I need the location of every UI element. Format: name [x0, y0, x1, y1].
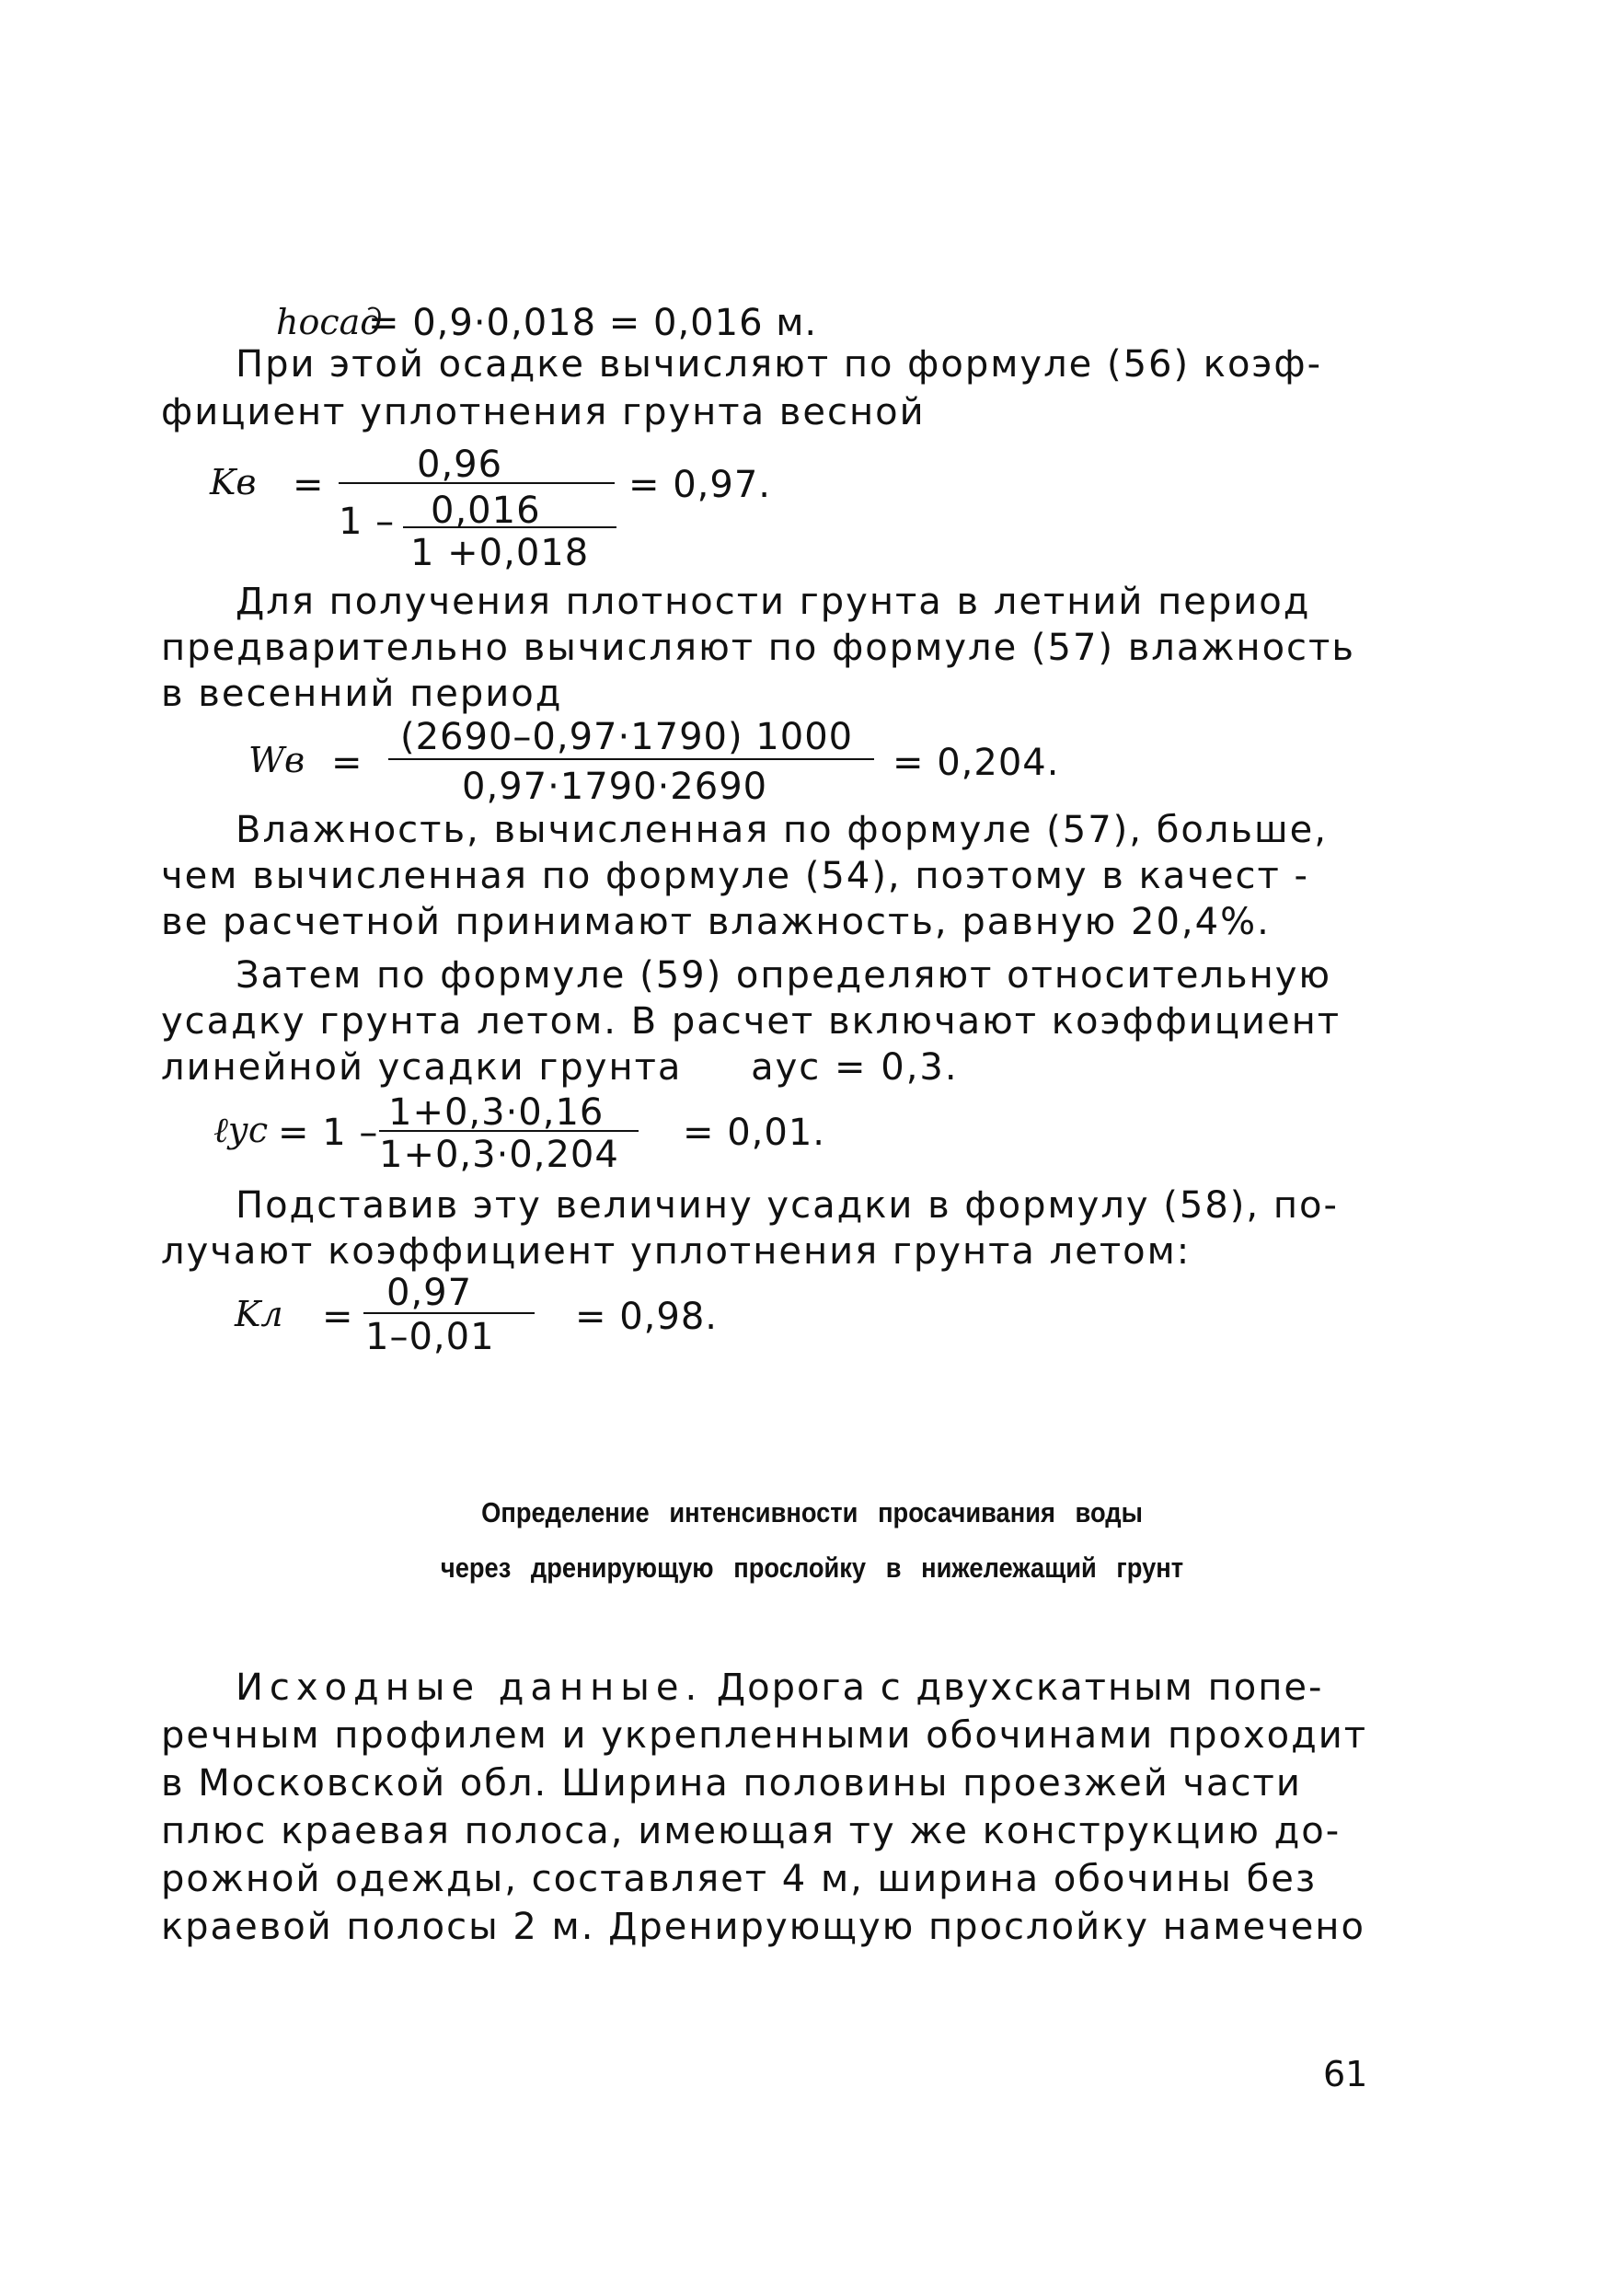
text-line: предварительно вычисляют по формуле (57) влажность	[161, 627, 1355, 669]
page-number: 61	[1323, 2054, 1368, 2094]
section-heading: через дренирующую прослойку в нижележащий грунт	[440, 1551, 1184, 1584]
text-line: в весенний период	[161, 673, 563, 715]
text-line	[236, 1666, 1323, 1710]
formula-prefix: = 1 –	[278, 1112, 379, 1154]
text-line: фициент уплотнения грунта весной	[161, 391, 926, 433]
inner-numerator: 0,016	[431, 490, 541, 532]
text-line: усадку грунта летом. В расчет включают коэффициент	[161, 1000, 1342, 1043]
formula-lhs: Kв	[210, 462, 257, 502]
text-line: При этой осадке вычисляют по формуле (56) коэф-	[236, 343, 1323, 386]
fraction-bar	[363, 1312, 535, 1314]
formula-result: = 0,98.	[575, 1296, 719, 1338]
formula-result: = 0,97.	[628, 464, 772, 506]
equals-sign: =	[322, 1296, 354, 1338]
lead-in-spaced: Исходные данные.	[236, 1666, 704, 1709]
text-line: плюс краевая полоса, имеющая ту же конструкцию до-	[161, 1810, 1342, 1852]
text-line-part: линейной усадки грунта	[161, 1046, 683, 1089]
text-line-part: Дорога с двухскатным попе-	[716, 1666, 1324, 1709]
fraction-bar	[388, 758, 874, 760]
fraction-numerator: (2690–0,97·1790) 1000	[400, 716, 854, 758]
fraction-numerator: 1+0,3·0,16	[388, 1091, 605, 1134]
fraction-denominator: 1+0,3·0,204	[379, 1134, 619, 1176]
text-line: речным профилем и укрепленными обочинами проходит	[161, 1714, 1368, 1757]
equals-sign: =	[331, 742, 363, 784]
text-line: лучают коэффициент уплотнения грунта летом:	[161, 1230, 1192, 1273]
text-line-part: aус = 0,3.	[751, 1046, 959, 1089]
fraction-denominator: 1–0,01	[365, 1316, 495, 1358]
inner-denominator: 1 +0,018	[410, 532, 590, 574]
equals-sign: =	[293, 464, 325, 506]
formula-lhs: Kл	[235, 1294, 283, 1334]
text-line: Подставив эту величину усадки в формулу (58), по-	[236, 1184, 1339, 1227]
formula-lhs: ℓус	[213, 1110, 269, 1150]
text-line: ве расчетной принимают влажность, равную 20,4%.	[161, 901, 1271, 943]
fraction-bar	[339, 482, 615, 484]
text-line: краевой полосы 2 м. Дренирующую прослойку намечено	[161, 1906, 1365, 1948]
text-line: в Московской обл. Ширина половины проезжей части	[161, 1762, 1302, 1805]
denominator-prefix: 1 –	[339, 501, 396, 543]
text-line: Влажность, вычисленная по формуле (57), больше,	[236, 809, 1328, 851]
section-heading: Определение интенсивности просачивания воды	[481, 1496, 1143, 1528]
fraction-denominator: 0,97·1790·2690	[462, 766, 768, 808]
formula-result: = 0,204.	[893, 742, 1060, 784]
text-line: рожной одежды, составляет 4 м, ширина обочины без	[161, 1858, 1318, 1900]
text-line: чем вычисленная по формуле (54), поэтому в качест -	[161, 855, 1309, 897]
inner-fraction-bar	[403, 526, 616, 528]
text-line: Затем по формуле (59) определяют относительную	[236, 954, 1332, 997]
formula-rhs: = 0,9·0,018 = 0,016 м.	[368, 302, 818, 344]
text-line-part: Для получения плотности грунта в летний период	[236, 581, 1311, 623]
formula-lhs: hосад	[276, 302, 383, 342]
fraction-numerator: 0,96	[417, 444, 503, 486]
text-line	[236, 580, 1310, 624]
formula-lhs: Wв	[248, 740, 305, 780]
text-line	[161, 1045, 959, 1090]
fraction-bar	[379, 1130, 639, 1132]
formula-result: = 0,01.	[683, 1112, 826, 1154]
fraction-numerator: 0,97	[386, 1272, 473, 1314]
